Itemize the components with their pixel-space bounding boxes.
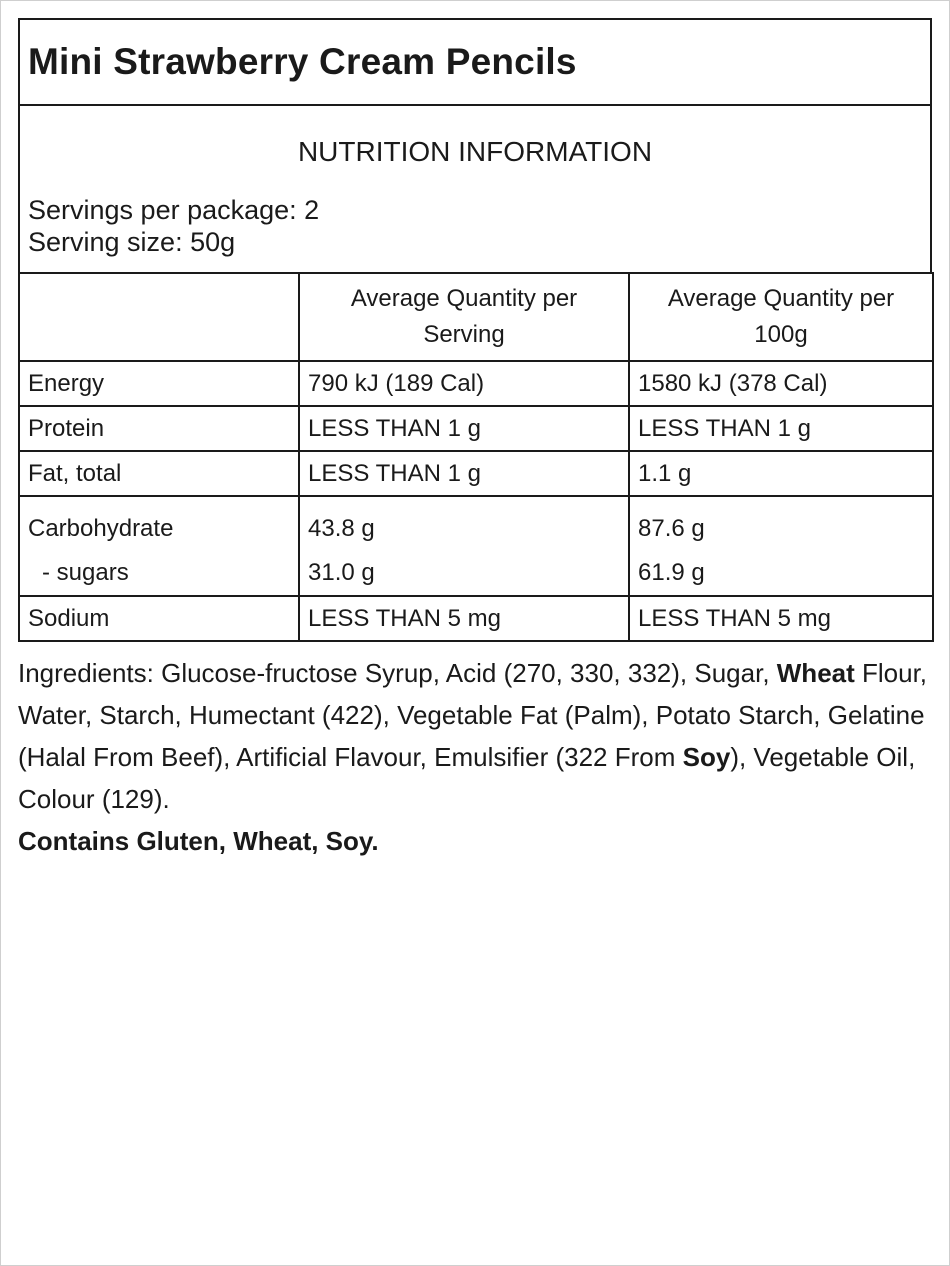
per-100g-carbohydrate: 87.6 g <box>638 515 705 542</box>
table-row-carbohydrate <box>19 496 933 596</box>
ingredients-part-3: ), Vegetable Oil, Colour (129). <box>18 742 916 814</box>
ingredients-part-1: Ingredients: Glucose-fructose Syrup, Acid (270, 330, 332), Sugar, <box>18 658 777 688</box>
per-serving-carbohydrate: 43.8 g <box>308 515 375 542</box>
nutrition-label <box>18 18 932 857</box>
servings-per-package: Servings per package: 2 <box>28 195 320 225</box>
per-100g-sugars: 61.9 g <box>638 559 705 586</box>
per-serving-sugars: 31.0 g <box>308 559 375 586</box>
serving-info <box>28 194 319 258</box>
nutrient-name: Fat, total <box>19 451 299 496</box>
nutrient-name-carbohydrate: Carbohydrate <box>28 515 174 542</box>
table-row-fat <box>19 451 933 496</box>
nutrient-name: Sodium <box>19 596 299 641</box>
per-serving-value: LESS THAN 1 g <box>299 451 629 496</box>
per-100g-value: LESS THAN 5 mg <box>629 596 933 641</box>
nutrition-table <box>18 272 934 642</box>
nutrient-name-cell <box>19 496 299 596</box>
per-100g-value: LESS THAN 1 g <box>629 406 933 451</box>
serving-size: Serving size: 50g <box>28 227 236 257</box>
table-header-row <box>19 273 933 361</box>
product-title: Mini Strawberry Cream Pencils <box>28 41 577 82</box>
per-serving-value: LESS THAN 1 g <box>299 406 629 451</box>
table-row-sodium <box>19 596 933 641</box>
per-serving-value: LESS THAN 5 mg <box>299 596 629 641</box>
per-100g-cell <box>629 496 933 596</box>
nutrient-name: Energy <box>19 361 299 406</box>
per-serving-value: 790 kJ (189 Cal) <box>299 361 629 406</box>
nutrient-name: Protein <box>19 406 299 451</box>
nutrition-heading: NUTRITION INFORMATION <box>297 136 653 167</box>
table-row-energy <box>19 361 933 406</box>
allergen-soy: Soy <box>682 742 731 772</box>
allergen-wheat: Wheat <box>776 658 855 688</box>
nutrition-header <box>18 106 932 272</box>
column-header-per-100g: Average Quantity per 100g <box>629 273 933 361</box>
table-row-protein <box>19 406 933 451</box>
column-header-per-serving: Average Quantity per Serving <box>299 273 629 361</box>
ingredients-text <box>18 652 932 820</box>
ingredients-part-2: Flour, Water, Starch, Humectant (422), Vegetable Fat (Palm), Potato Starch, Gelatine (Halal From Beef), Artificial Flavour, Emulsifier (322 From <box>18 658 928 772</box>
per-100g-value: 1580 kJ (378 Cal) <box>629 361 933 406</box>
column-header-blank <box>19 273 299 361</box>
allergen-statement: Contains Gluten, Wheat, Soy. <box>18 826 379 856</box>
per-100g-value: 1.1 g <box>629 451 933 496</box>
title-box <box>18 18 932 106</box>
nutrient-name-sugars: - sugars <box>42 559 129 586</box>
per-serving-cell <box>299 496 629 596</box>
